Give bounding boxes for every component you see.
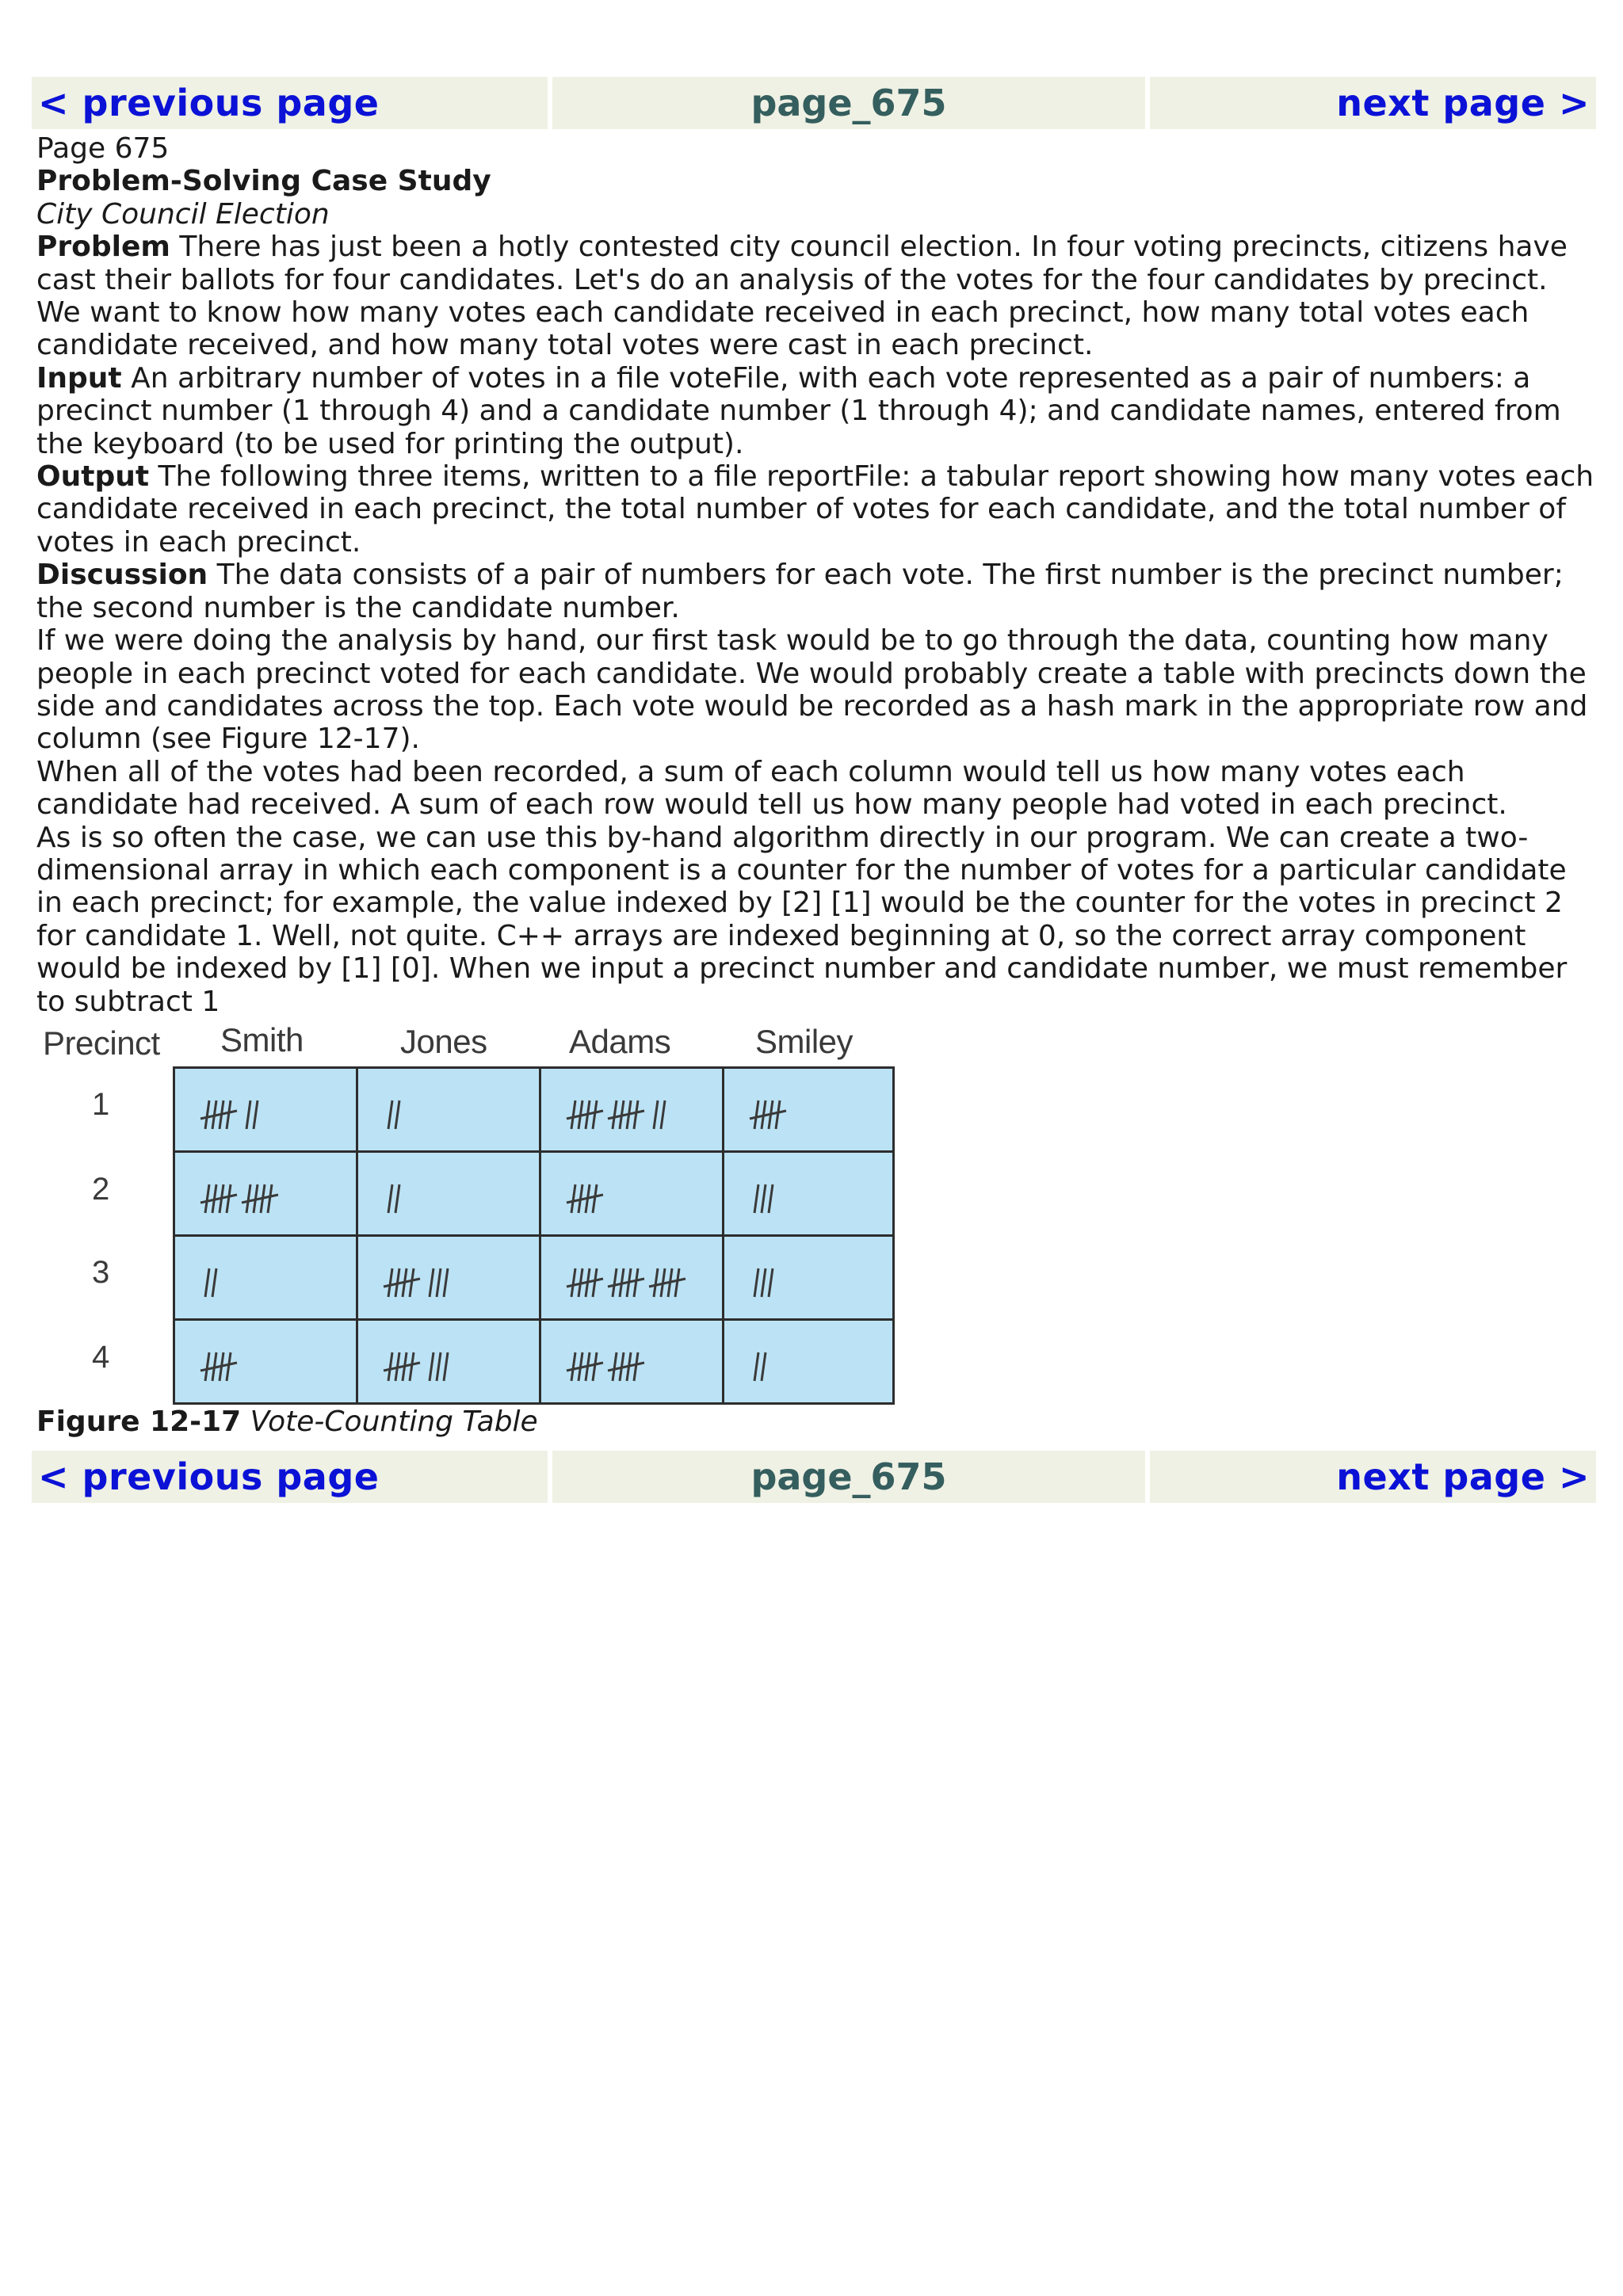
problem-paragraph bbox=[36, 231, 1598, 362]
tally-marks bbox=[175, 1153, 356, 1234]
tally-stroke bbox=[246, 1184, 250, 1213]
tally-cross-stroke bbox=[200, 1195, 237, 1203]
tally-stroke bbox=[776, 1100, 780, 1129]
tally-stroke bbox=[571, 1100, 575, 1129]
output-label: Output bbox=[36, 460, 150, 494]
case-study-heading: Problem-Solving Case Study bbox=[36, 165, 491, 198]
tally-marks bbox=[724, 1153, 892, 1234]
tally-stroke bbox=[246, 1100, 250, 1129]
output-text: The following three items, written to a file reportFile: a tabular report showing how many votes each candidate received in each precinct, the total number of votes for each candidate, and the total number of votes in each precinct. bbox=[36, 460, 1594, 559]
tally-stroke bbox=[769, 1184, 773, 1213]
tally-stroke bbox=[654, 1268, 658, 1297]
tally-cross-stroke bbox=[567, 1363, 603, 1371]
summing-paragraph: When all of the votes had been recorded, a sum of each column would tell us how many votes each candidate had received. A sum of each row would tell us how many people had voted in each precinct. bbox=[36, 755, 1507, 822]
tally-cell-p3-jones bbox=[356, 1234, 541, 1321]
tally-stroke bbox=[395, 1100, 399, 1129]
tally-marks bbox=[724, 1237, 892, 1318]
tally-cell-p2-smiley bbox=[722, 1150, 895, 1237]
tally-stroke bbox=[571, 1268, 575, 1297]
tally-cross-stroke bbox=[200, 1111, 237, 1119]
candidate-header-smiley: Smiley bbox=[755, 1023, 854, 1060]
document-body bbox=[36, 132, 1598, 1018]
tally-stroke bbox=[762, 1352, 766, 1381]
tally-stroke bbox=[444, 1352, 448, 1381]
tally-cell-p4-adams bbox=[539, 1318, 724, 1405]
tally-stroke bbox=[754, 1100, 758, 1129]
tally-cross-stroke bbox=[750, 1111, 786, 1119]
tally-stroke bbox=[634, 1352, 638, 1381]
tally-stroke bbox=[268, 1184, 272, 1213]
tally-marks bbox=[358, 1153, 539, 1234]
tally-cross-stroke bbox=[608, 1279, 644, 1287]
top-navigation-bar bbox=[32, 77, 1596, 129]
tally-stroke bbox=[613, 1268, 617, 1297]
tally-cell-p3-smith bbox=[173, 1234, 358, 1321]
input-paragraph bbox=[36, 362, 1598, 460]
tally-stroke bbox=[388, 1352, 392, 1381]
tally-cross-stroke bbox=[242, 1195, 278, 1203]
tally-stroke bbox=[634, 1268, 638, 1297]
tally-stroke bbox=[388, 1268, 392, 1297]
tally-marks bbox=[358, 1321, 539, 1402]
tally-stroke bbox=[205, 1100, 209, 1129]
tally-stroke bbox=[571, 1184, 575, 1213]
tally-cell-p3-adams bbox=[539, 1234, 724, 1321]
tally-marks bbox=[175, 1069, 356, 1150]
candidate-header-adams: Adams bbox=[569, 1023, 671, 1060]
tally-marks bbox=[541, 1237, 722, 1318]
input-text: An arbitrary number of votes in a file voteFile, with each vote represented as a pair of numbers: a precinct number (1 through 4) and a candidate number (1 through 4); and candidate names, entered from the keyboard (to be used for printing the output). bbox=[36, 361, 1561, 460]
figure-caption-title: Vote-Counting Table bbox=[241, 1405, 538, 1438]
problem-label: Problem bbox=[36, 231, 170, 264]
tally-marks bbox=[541, 1153, 722, 1234]
tally-marks bbox=[175, 1237, 356, 1318]
tally-stroke bbox=[571, 1352, 575, 1381]
bottom-next-page-link[interactable]: next page > bbox=[1336, 1455, 1590, 1498]
tally-stroke bbox=[227, 1184, 231, 1213]
input-label: Input bbox=[36, 361, 122, 395]
candidate-header-smith: Smith bbox=[220, 1021, 304, 1058]
precinct-column-header: Precinct bbox=[43, 1024, 160, 1062]
tally-marks bbox=[175, 1321, 356, 1402]
tally-stroke bbox=[212, 1268, 216, 1297]
tally-stroke bbox=[254, 1100, 258, 1129]
tally-cell-p1-adams bbox=[539, 1066, 724, 1153]
tally-stroke bbox=[661, 1100, 665, 1129]
tally-stroke bbox=[227, 1100, 231, 1129]
figure-caption bbox=[36, 1405, 538, 1438]
bottom-nav-title-cell bbox=[552, 1451, 1145, 1503]
tally-stroke bbox=[444, 1268, 448, 1297]
tally-stroke bbox=[613, 1352, 617, 1381]
tally-cell-p3-smiley bbox=[722, 1234, 895, 1321]
discussion-label: Discussion bbox=[36, 559, 208, 592]
tally-cross-stroke bbox=[608, 1363, 644, 1371]
tally-stroke bbox=[762, 1184, 766, 1213]
tally-cross-stroke bbox=[384, 1279, 420, 1287]
precinct-label-2: 2 bbox=[92, 1172, 110, 1207]
tally-cell-p4-smith bbox=[173, 1318, 358, 1405]
tally-stroke bbox=[388, 1100, 392, 1129]
bottom-nav-prev-cell bbox=[32, 1451, 548, 1503]
tally-stroke bbox=[437, 1352, 441, 1381]
tally-stroke bbox=[205, 1352, 209, 1381]
tally-stroke bbox=[593, 1184, 597, 1213]
tally-cross-stroke bbox=[384, 1363, 420, 1371]
case-study-subheading: City Council Election bbox=[36, 197, 330, 231]
tally-stroke bbox=[754, 1268, 758, 1297]
bottom-navigation-bar bbox=[32, 1451, 1596, 1503]
tally-stroke bbox=[593, 1352, 597, 1381]
precinct-label-1: 1 bbox=[92, 1087, 110, 1122]
tally-stroke bbox=[593, 1268, 597, 1297]
tally-cell-p1-jones bbox=[356, 1066, 541, 1153]
tally-stroke bbox=[227, 1352, 231, 1381]
problem-text: There has just been a hotly contested city council election. In four voting precincts, citizens have cast their ballots for four candidates. Let's do an analysis of the votes for the four candidates by precinct. We want to know how many votes each candidate received in each precinct, how many total votes each candidate received, and how many total votes were cast in each precinct. bbox=[36, 231, 1568, 362]
tally-stroke bbox=[613, 1100, 617, 1129]
tally-cross-stroke bbox=[567, 1195, 603, 1203]
top-nav-prev-cell bbox=[32, 77, 548, 129]
tally-marks bbox=[724, 1321, 892, 1402]
tally-cell-p4-smiley bbox=[722, 1318, 895, 1405]
tally-stroke bbox=[593, 1100, 597, 1129]
tally-stroke bbox=[437, 1268, 441, 1297]
precinct-label-4: 4 bbox=[92, 1340, 110, 1375]
bottom-previous-page-link[interactable]: < previous page bbox=[38, 1455, 380, 1498]
candidate-header-jones: Jones bbox=[400, 1023, 487, 1060]
tally-stroke bbox=[762, 1268, 766, 1297]
bottom-page-title: page_675 bbox=[750, 1455, 947, 1498]
tally-cell-p1-smith bbox=[173, 1066, 358, 1153]
tally-cell-p4-jones bbox=[356, 1318, 541, 1405]
tally-stroke bbox=[754, 1352, 758, 1381]
tally-stroke bbox=[205, 1184, 209, 1213]
array-paragraph: As is so often the case, we can use this by-hand algorithm directly in our program. We can create a two-dimensional array in which each component is a counter for the number of votes for a particular candidate in each precinct; for example, the value indexed by [2] [1] would be the counter for the votes in precinct 2 for candidate 1. Well, not quite. C++ arrays are indexed beginning at 0, so the correct array component would be indexed by [1] [0]. When we input a precinct number and candidate number, we must remember to subtract 1 bbox=[36, 821, 1568, 1018]
top-previous-page-link[interactable]: < previous page bbox=[38, 82, 380, 124]
tally-marks bbox=[541, 1069, 722, 1150]
precinct-label-3: 3 bbox=[92, 1255, 110, 1290]
tally-stroke bbox=[769, 1268, 773, 1297]
tally-cell-p2-jones bbox=[356, 1150, 541, 1237]
discussion-text: The data consists of a pair of numbers for each vote. The first number is the precinct number; the second number is the candidate number. bbox=[36, 559, 1564, 624]
tally-stroke bbox=[675, 1268, 679, 1297]
vote-counting-figure bbox=[36, 1020, 908, 1416]
tally-cross-stroke bbox=[567, 1111, 603, 1119]
tally-cell-p1-smiley bbox=[722, 1066, 895, 1153]
top-nav-next-cell bbox=[1150, 77, 1596, 129]
analysis-paragraph: If we were doing the analysis by hand, our first task would be to go through the data, counting how many people in each precinct voted for each candidate. We would probably create a table with precincts down the side and candidates across the top. Each vote would be recorded as a hash mark in the appropriate row and column (see Figure 12-17). bbox=[36, 624, 1588, 756]
tally-cell-p2-smith bbox=[173, 1150, 358, 1237]
tally-stroke bbox=[395, 1184, 399, 1213]
tally-cell-p2-adams bbox=[539, 1150, 724, 1237]
bottom-nav-next-cell bbox=[1150, 1451, 1596, 1503]
page-label: Page 675 bbox=[36, 132, 170, 165]
output-paragraph bbox=[36, 460, 1598, 559]
tally-marks bbox=[358, 1237, 539, 1318]
tally-stroke bbox=[430, 1268, 433, 1297]
top-next-page-link[interactable]: next page > bbox=[1336, 82, 1590, 124]
tally-stroke bbox=[388, 1184, 392, 1213]
tally-grid bbox=[173, 1066, 892, 1402]
figure-caption-label: Figure 12-17 bbox=[36, 1405, 242, 1438]
tally-cross-stroke bbox=[608, 1111, 644, 1119]
top-nav-title-cell bbox=[552, 77, 1145, 129]
tally-marks bbox=[541, 1321, 722, 1402]
tally-stroke bbox=[410, 1352, 414, 1381]
tally-cross-stroke bbox=[200, 1363, 237, 1371]
tally-stroke bbox=[634, 1100, 638, 1129]
top-page-title: page_675 bbox=[750, 82, 947, 124]
tally-cross-stroke bbox=[567, 1279, 603, 1287]
tally-stroke bbox=[205, 1268, 209, 1297]
tally-cross-stroke bbox=[649, 1279, 685, 1287]
tally-stroke bbox=[430, 1352, 433, 1381]
tally-stroke bbox=[410, 1268, 414, 1297]
tally-stroke bbox=[654, 1100, 658, 1129]
discussion-paragraph bbox=[36, 559, 1598, 624]
tally-marks bbox=[724, 1069, 892, 1150]
tally-stroke bbox=[754, 1184, 758, 1213]
tally-marks bbox=[358, 1069, 539, 1150]
